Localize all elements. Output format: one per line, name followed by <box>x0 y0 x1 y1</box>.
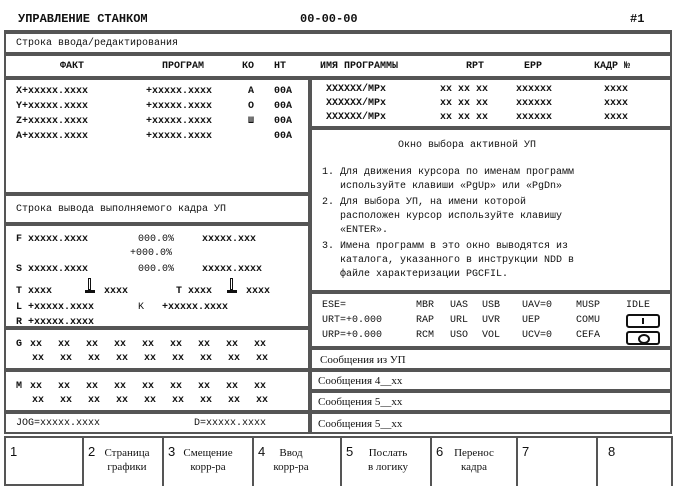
channel-number: #1 <box>630 12 645 26</box>
flag-uso: USO <box>450 330 469 341</box>
urp-label: URP=+0.000 <box>322 330 383 341</box>
message-label: Сообщения 4__xx <box>318 375 403 387</box>
messages-4 <box>310 370 672 391</box>
axis-fact: Z+xxxxx.xxxx <box>16 116 89 127</box>
axis-fact: X+xxxxx.xxxx <box>16 86 89 97</box>
flag-musp: MUSP <box>576 300 601 311</box>
feed-override: +000.0% <box>130 248 173 259</box>
axis-ko: О <box>248 101 255 112</box>
flag-usb: USB <box>482 300 501 311</box>
m-codes: M xx xx xx xx xx xx xx xx xx xx xx xx xx xx xx xx xx xx <box>16 381 269 406</box>
flag-cefa: CEFA <box>576 330 601 341</box>
col-ko: КО <box>242 61 255 72</box>
col-program: ПРОГРАМ <box>162 61 205 72</box>
tool-1: T xxxx <box>16 286 53 297</box>
m-codes-panel <box>4 370 310 412</box>
k-value: +xxxxx.xxxx <box>162 302 229 313</box>
fkey-number: 6 <box>436 444 444 459</box>
spindle-value: S xxxxx.xxxx <box>16 264 89 275</box>
fkey-number: 8 <box>608 444 616 459</box>
axis-nt: 00A <box>274 131 293 142</box>
flag-url: URL <box>450 315 469 326</box>
fkey-number: 3 <box>168 444 176 459</box>
input-line[interactable] <box>4 32 672 54</box>
fkey-number: 7 <box>522 444 530 459</box>
tool-1-b: xxxx <box>104 286 129 297</box>
fkey-number: 5 <box>346 444 354 459</box>
col-fact: ФАКТ <box>60 61 85 72</box>
g-codes-panel <box>4 328 310 370</box>
flag-mbr: MBR <box>416 300 435 311</box>
program-epp: xxxxxx <box>516 84 553 95</box>
fkey-label: Перенос кадра <box>454 447 494 473</box>
jog-value: JOG=xxxxx.xxxx <box>16 418 101 429</box>
feed-percent: 000.0% <box>138 234 175 245</box>
axis-fact: A+xxxxx.xxxx <box>16 131 89 142</box>
fkey-5-send-to-logic[interactable] <box>340 436 430 486</box>
tool-2-marker-icon <box>230 278 233 290</box>
fkey-1[interactable] <box>4 436 82 486</box>
selector-title: Окно выбора активной УП <box>398 140 537 151</box>
axis-fact: Y+xxxxx.xxxx <box>16 101 89 112</box>
d-value: D=xxxxx.xxxx <box>194 418 267 429</box>
flag-uav: UAV=0 <box>522 300 553 311</box>
flag-uvr: UVR <box>482 315 501 326</box>
fkey-2-graphics-page[interactable] <box>82 436 162 486</box>
clock: 00-00-00 <box>300 12 358 26</box>
fkey-number: 4 <box>258 444 266 459</box>
fkey-number: 2 <box>88 444 96 459</box>
axis-prog: +xxxxx.xxxx <box>146 131 213 142</box>
g-codes: G xx xx xx xx xx xx xx xx xx xx xx xx xx xx xx xx xx xx <box>16 339 269 364</box>
fkey-label: Ввод корр-ра <box>273 447 309 473</box>
length-corr: L +xxxxx.xxxx <box>16 302 95 313</box>
program-rpt: xx xx xx <box>440 112 489 123</box>
stop-button[interactable] <box>626 314 660 328</box>
program-name: XXXXXX/MPx <box>326 112 387 123</box>
axis-ko: Ш <box>248 116 255 127</box>
exec-line-label: Строка вывода выполняемого кадра УП <box>16 204 227 215</box>
axis-nt: 00A <box>274 86 293 97</box>
flag-ucv: UCV=0 <box>522 330 553 341</box>
col-kadr: КАДР № <box>594 61 631 72</box>
axis-nt: 00A <box>274 116 293 127</box>
axis-prog: +xxxxx.xxxx <box>146 116 213 127</box>
program-rpt: xx xx xx <box>440 98 489 109</box>
spindle-percent: 000.0% <box>138 264 175 275</box>
input-line-label: Строка ввода/редактирования <box>16 38 179 49</box>
tool-1-marker-icon <box>88 278 91 290</box>
flag-uas: UAS <box>450 300 469 311</box>
selector-item: 2. Для выбора УП, на имени которой расположен курсор используйте клавишу «ENTER». <box>322 197 563 236</box>
col-nt: НТ <box>274 61 287 72</box>
fkey-3-corrector-offset[interactable] <box>162 436 252 486</box>
message-label: Сообщения из УП <box>320 354 406 366</box>
program-kadr: xxxx <box>604 84 629 95</box>
tool-2-b: xxxx <box>246 286 271 297</box>
status-panel <box>310 292 672 348</box>
selector-item: 3. Имена программ в это окно выводятся из каталога, указанного в инструкции NDD в файле характеризации PGCFIL. <box>322 241 575 280</box>
message-label: Сообщения 5__xx <box>318 418 403 430</box>
col-prog-name: ИМЯ ПРОГРАММЫ <box>320 61 399 72</box>
program-kadr: xxxx <box>604 112 629 123</box>
flag-idle: IDLE <box>626 300 651 311</box>
spindle-actual: xxxxx.xxxx <box>202 264 263 275</box>
bar-icon <box>642 318 644 324</box>
fkey-label: Смещение корр-ра <box>183 447 233 473</box>
program-selector-window <box>310 128 672 292</box>
jog-panel <box>4 412 310 434</box>
flag-comu: COMU <box>576 315 601 326</box>
message-label: Сообщения 5__xx <box>318 396 403 408</box>
fkey-7[interactable] <box>516 436 596 486</box>
messages-5b <box>310 412 672 434</box>
fkey-4-corrector-input[interactable] <box>252 436 340 486</box>
feed-spindle-panel <box>4 224 310 328</box>
col-rpt: RPT <box>466 61 485 72</box>
program-rpt: xx xx xx <box>440 84 489 95</box>
fkey-label: Страница графики <box>104 447 150 473</box>
circle-icon <box>638 334 650 344</box>
fkey-number: 1 <box>10 444 18 459</box>
program-epp: xxxxxx <box>516 98 553 109</box>
start-button[interactable] <box>626 331 660 345</box>
flag-rcm: RCM <box>416 330 435 341</box>
exec-line <box>4 194 310 224</box>
messages-nc <box>310 348 672 370</box>
program-list[interactable] <box>310 78 672 128</box>
program-name: XXXXXX/MPx <box>326 84 387 95</box>
axis-prog: +xxxxx.xxxx <box>146 86 213 97</box>
axes-panel <box>4 78 310 194</box>
column-header-bar <box>4 54 672 78</box>
window-title: УПРАВЛЕНИЕ СТАНКОМ <box>18 12 148 26</box>
radius-corr: R +xxxxx.xxxx <box>16 317 95 328</box>
axis-ko: А <box>248 86 255 97</box>
flag-uep: UEP <box>522 315 541 326</box>
flag-vol: VOL <box>482 330 501 341</box>
axis-nt: 00A <box>274 101 293 112</box>
selector-item: 1. Для движения курсора по именам программ используйте клавиши «PgUp» или «PgDn» <box>322 167 575 192</box>
messages-5a <box>310 391 672 412</box>
fkey-8[interactable] <box>596 436 673 486</box>
feed-actual: xxxxx.xxx <box>202 234 257 245</box>
tool-2: T xxxx <box>176 286 213 297</box>
ese-label: ESE= <box>322 300 347 311</box>
col-epp: EPP <box>524 61 543 72</box>
fkey-label: Послать в логику <box>367 447 409 473</box>
k-label: K <box>138 302 145 313</box>
program-name: XXXXXX/MPx <box>326 98 387 109</box>
flag-rap: RAP <box>416 315 435 326</box>
title-bar <box>4 4 672 32</box>
fkey-6-block-transfer[interactable] <box>430 436 516 486</box>
program-kadr: xxxx <box>604 98 629 109</box>
program-epp: xxxxxx <box>516 112 553 123</box>
axis-prog: +xxxxx.xxxx <box>146 101 213 112</box>
urt-label: URT=+0.000 <box>322 315 383 326</box>
feed-value: F xxxxx.xxxx <box>16 234 89 245</box>
